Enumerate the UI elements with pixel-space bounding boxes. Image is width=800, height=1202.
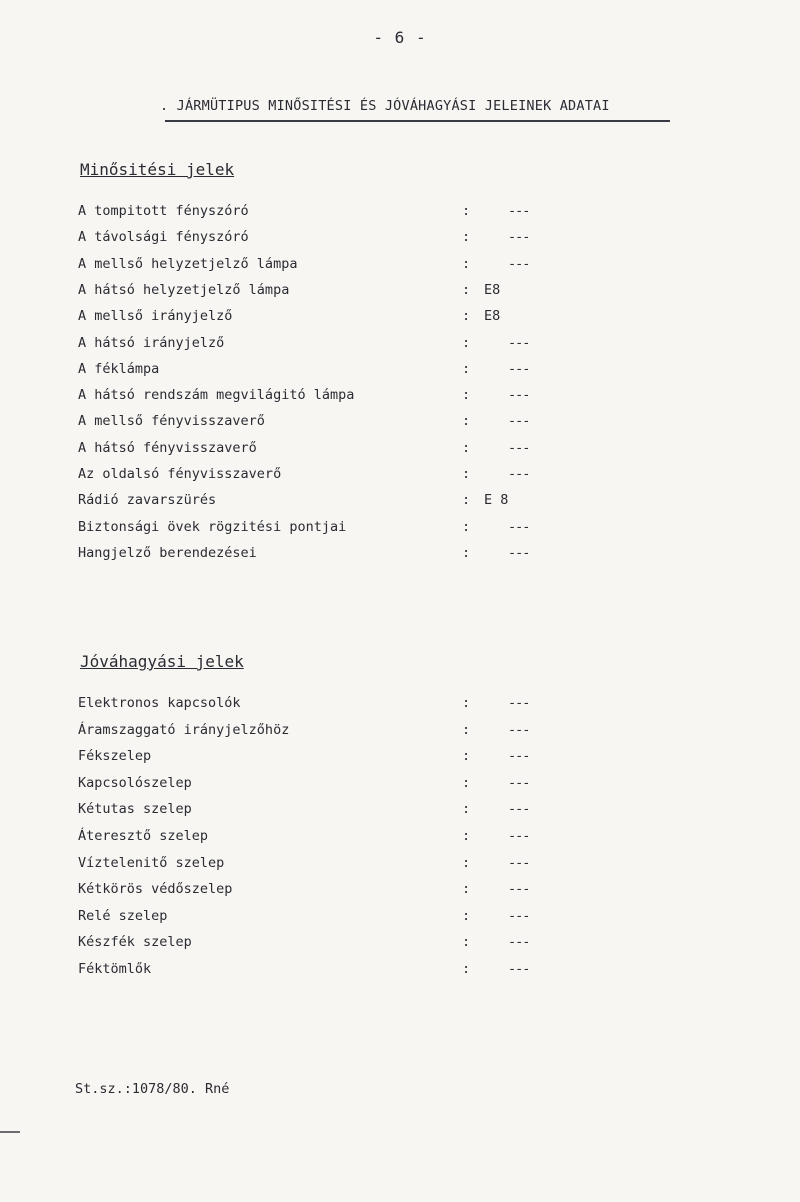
item-separator: : [462, 387, 471, 404]
item-label: Áramszaggató irányjelzőhöz [78, 721, 290, 738]
item-value: --- [508, 229, 530, 246]
list-item [0, 335, 800, 359]
item-separator: : [462, 854, 471, 871]
item-label: Kétutas szelep [78, 801, 192, 818]
item-label: Relé szelep [78, 907, 168, 924]
item-label: Elektronos kapcsolók [78, 695, 241, 711]
item-separator: : [462, 308, 471, 325]
item-value: --- [508, 413, 530, 430]
item-label: A hátsó irányjelző [78, 334, 225, 351]
item-label: A mellső fényvisszaverő [78, 413, 265, 430]
list-item [0, 466, 800, 490]
item-label: A hátsó helyzetjelző lámpa [78, 281, 290, 298]
item-separator: : [462, 255, 471, 272]
document-title: . JÁRMÜTIPUS MINŐSITÉSI ÉS JÓVÁHAGYÁSI JELEINEK ADATAI [160, 98, 610, 114]
item-value: --- [508, 203, 530, 219]
item-label: A féklámpa [78, 360, 160, 377]
item-separator: : [462, 518, 471, 535]
list-item [0, 775, 800, 799]
item-label: Az oldalsó fényvisszaverő [78, 466, 282, 482]
item-value: E 8 [484, 492, 509, 509]
list-item [0, 722, 800, 746]
list-item [0, 748, 800, 772]
item-label: A távolsági fényszóró [78, 229, 249, 246]
list-item [0, 308, 800, 332]
section-heading-qualification-marks: Minősitési jelek [80, 160, 235, 179]
item-label: Rádió zavarszürés [78, 492, 217, 509]
list-item [0, 519, 800, 543]
item-separator: : [462, 721, 471, 738]
item-label: A mellső helyzetjelző lámpa [78, 255, 298, 272]
item-label: A tompitott fényszóró [78, 203, 249, 219]
item-separator: : [462, 229, 471, 246]
item-label: A hátsó fényvisszaverő [78, 439, 257, 456]
item-value: --- [508, 907, 530, 924]
item-label: Hangjelző berendezései [78, 544, 257, 561]
title-underline [165, 120, 670, 122]
item-label: A hátsó rendszám megvilágitó lámpa [78, 387, 355, 404]
item-value: --- [508, 801, 530, 818]
item-separator: : [462, 881, 471, 898]
item-separator: : [462, 203, 471, 219]
list-item [0, 934, 800, 958]
document-reference: St.sz.:1078/80. Rné [75, 1081, 230, 1097]
item-value: --- [508, 854, 530, 871]
item-label: Féktömlők [78, 961, 152, 977]
item-value: --- [508, 881, 530, 898]
item-separator: : [462, 774, 471, 791]
item-separator: : [462, 360, 471, 377]
margin-mark [0, 1131, 20, 1133]
item-separator: : [462, 492, 471, 509]
item-label: Biztonsági övek rögzitési pontjai [78, 518, 347, 535]
item-value: --- [508, 518, 530, 535]
list-item [0, 361, 800, 385]
list-item [0, 229, 800, 253]
list-item [0, 545, 800, 569]
item-separator: : [462, 961, 471, 977]
item-value: --- [508, 695, 530, 711]
item-label: Készfék szelep [78, 934, 192, 951]
item-separator: : [462, 801, 471, 818]
list-item [0, 908, 800, 932]
list-item [0, 387, 800, 411]
list-item [0, 492, 800, 516]
item-separator: : [462, 281, 471, 298]
item-value: --- [508, 961, 530, 977]
list-item [0, 440, 800, 464]
item-separator: : [462, 466, 471, 482]
item-value: E8 [484, 281, 501, 298]
item-separator: : [462, 413, 471, 430]
item-value: E8 [484, 308, 501, 325]
item-value: --- [508, 439, 530, 456]
item-value: --- [508, 748, 530, 765]
item-separator: : [462, 544, 471, 561]
item-value: --- [508, 721, 530, 738]
list-item [0, 203, 800, 227]
list-item [0, 961, 800, 985]
list-item [0, 801, 800, 825]
item-label: Fékszelep [78, 748, 152, 765]
item-separator: : [462, 334, 471, 351]
item-label: A mellső irányjelző [78, 308, 233, 325]
item-value: --- [508, 334, 530, 351]
list-item [0, 282, 800, 306]
item-separator: : [462, 439, 471, 456]
item-separator: : [462, 695, 471, 711]
item-value: --- [508, 255, 530, 272]
item-label: Kapcsolószelep [78, 774, 192, 791]
list-item [0, 855, 800, 879]
list-item [0, 413, 800, 437]
list-item [0, 695, 800, 719]
item-value: --- [508, 934, 530, 951]
list-item [0, 881, 800, 905]
item-label: Kétkörös védőszelep [78, 881, 233, 898]
list-item [0, 256, 800, 280]
item-label: Víztelenitő szelep [78, 854, 225, 871]
item-value: --- [508, 466, 530, 482]
section-heading-approval-marks: Jóváhagyási jelek [80, 652, 244, 671]
item-value: --- [508, 828, 530, 844]
item-value: --- [508, 774, 530, 791]
page-number: - 6 - [373, 28, 427, 47]
list-item [0, 828, 800, 852]
item-label: Áteresztő szelep [78, 828, 209, 844]
item-value: --- [508, 544, 530, 561]
item-separator: : [462, 934, 471, 951]
item-value: --- [508, 360, 530, 377]
item-separator: : [462, 828, 471, 844]
item-value: --- [508, 387, 530, 404]
item-separator: : [462, 907, 471, 924]
item-separator: : [462, 748, 471, 765]
